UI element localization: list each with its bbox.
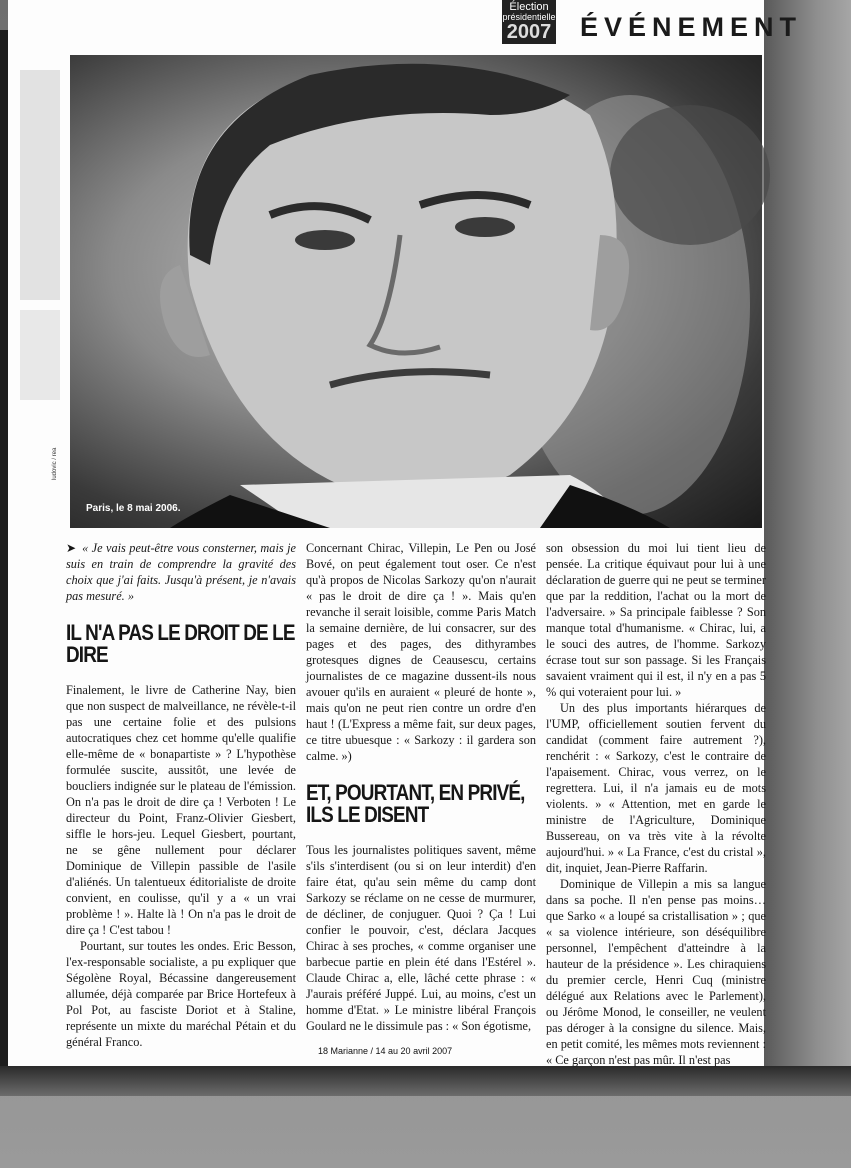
portrait-photo	[70, 55, 762, 528]
paragraph: Tous les journalistes politiques savent, même s'ils s'interdisent (ou si on leur interdit) d'en faire état, qu'au sein même du camp dont Sarkozy se réclame on ne cesse de murmurer, de décliner, de conjuguer. Quoi ? Ça ! Lui confier le pouvoir, c'est, déclara Jacques Chirac à ses proches, « comme organiser une barbecue partie en plein été dans l'Estérel ». Claude Chirac a, elle, lâché cette phrase : « J'aurais préféré Juppé. Lui, au moins, c'est un homme d'Etat. » Le ministre libéral François Goulard ne le dissimule pas : « Son égotisme,	[306, 843, 536, 1033]
article-column-2	[306, 540, 536, 1034]
paragraph: Pourtant, sur toutes les ondes. Eric Besson, l'ex-responsable socialiste, a pu expliquer que Ségolène Royal, Bécassine dangereusement allumée, déjà comparée par Brice Hortefeux à Pol Pot, au fasciste Doriot et à Staline, représente un mixte du maréchal Pétain et du général Franco.	[66, 939, 296, 1049]
badge-year: 2007	[506, 21, 552, 43]
arrow-bullet-icon: ➤	[66, 541, 77, 555]
badge-line-1: Élection	[509, 1, 549, 13]
paragraph: Dominique de Villepin a mis sa langue dans sa poche. Il n'en pense pas moins… que Sarko « a loupé sa cristallisation » ; que « sa violence intérieure, son déséquilibre personnel, l'empêchent d'atteindre à la hauteur de la présidence ». Les chiraquiens du premier cercle, Henri Cuq (ministre délégué aux Relations avec le Parlement), ou Jérôme Monod, le conseiller, ne veulent pas déroger à la consigne du silence. Mais, en petit comité, les mêmes mots reviennent : « Ce garçon n'est pas mûr. Il n'est pas	[546, 877, 766, 1067]
sidebar-rubric-band	[20, 70, 60, 300]
paragraph: Concernant Chirac, Villepin, Le Pen ou José Bové, on peut également tout oser. Ce n'est qu'à propos de Nicolas Sarkozy qu'on n'aurait « pas le droit de dire ça ! ». Mais qu'en revanche il serait loisible, comme Paris Match la semaine dernière, de lui consacrer, sur des pages et des pages, des dithyrambes grotesques dignes de Ceausescu, certains journalistes de ce magazine dussent-ils nous avouer qu'ils en auraient « pleuré de honte », mais qu'on ne peut rien contre un ordre d'en haut ! (L'Express a même fait, sur deux pages, ce titre ubuesque : « Sarkozy : il gardera son calme. »)	[306, 541, 536, 763]
sidebar-rubric-band-lower	[20, 310, 60, 400]
election-badge	[502, 0, 556, 44]
intro-quote-text: « Je vais peut-être vous consterner, mais je suis en train de comprendre la gravité des choix que j'ai faits. Jusqu'à présent, je n'avais pas mesuré. »	[66, 541, 296, 603]
photo-caption: Paris, le 8 mai 2006.	[86, 503, 181, 514]
intro-quote	[66, 540, 296, 604]
paragraph: Un des plus importants hiérarques de l'UMP, officiellement soutien fervent du candidat (comment faire autrement ?), renchérit : « Sarkozy, c'est le contraire de l'apaisement. Chirac, vous verrez, on le regrettera. Lui, il n'a jamais eu de mots violents. » « Attention, met en garde le ministre de l'Agriculture, Dominique Bussereau, on va très vite à la révolte aujourd'hui. » « La France, c'est du cristal », dit, inquiet, Jean-Pierre Raffarin.	[546, 701, 766, 875]
scan-right-edge	[764, 0, 851, 1066]
article-column-3	[546, 540, 766, 1068]
photo-credit: ludovic / rea	[52, 447, 58, 480]
portrait-illustration	[70, 55, 762, 528]
subheading-1: IL N'A PAS LE DROIT DE LE DIRE	[66, 620, 295, 667]
paragraph: son obsession du moi lui tient lieu de pensée. La critique équivaut pour lui à une déclaration de guerre qui ne peut se terminer que par la reddition, l'achat ou la mort de l'adversaire. » Sa principale faiblesse ? Son manque total d'humanisme. « Chirac, lui, a le souci des autres, de l'homme. Sarkozy écrase tout sur son passage. Si les Français savaient vraiment qui il est, il n'y en a pas 5 % qui voteraient pour lui. »	[546, 541, 766, 699]
scan-bottom-shadow	[0, 1066, 851, 1096]
article-column-1	[66, 540, 296, 1050]
magazine-page	[8, 0, 803, 1067]
badge-line-2: présidentielle	[502, 12, 556, 22]
subheading-2: ET, POURTANT, EN PRIVÉ, ILS LE DISENT	[306, 780, 525, 827]
section-heading: ÉVÉNEMENT	[580, 12, 803, 42]
paragraph: Finalement, le livre de Catherine Nay, bien que non suspect de malveillance, ne révèle-t-il pas une certaine folie et des pulsions autocratiques chez cet homme qu'elle qualifie elle-même de « bonapartiste » ? L'hypothèse formulée suscite, aussitôt, une levée de boucliers indignée sur le plateau de l'émission. On n'a pas le droit de dire ça ! Verboten ! Le directeur du Point, Franz-Olivier Giesbert, siffle le hors-jeu. Lequel Giesbert, pourtant, ne se gêne nullement pour déclarer Dominique de Villepin passible de l'asile d'aliénés. Un talentueux éditorialiste de droite convient, en coulisse, qu'il y a « un vrai problème ! ». Halte là ! On n'a pas le droit de dire ça ! C'est tabou !	[66, 683, 296, 937]
page-footer: 18 Marianne / 14 au 20 avril 2007	[318, 1046, 453, 1056]
scan-left-edge	[0, 30, 8, 1066]
